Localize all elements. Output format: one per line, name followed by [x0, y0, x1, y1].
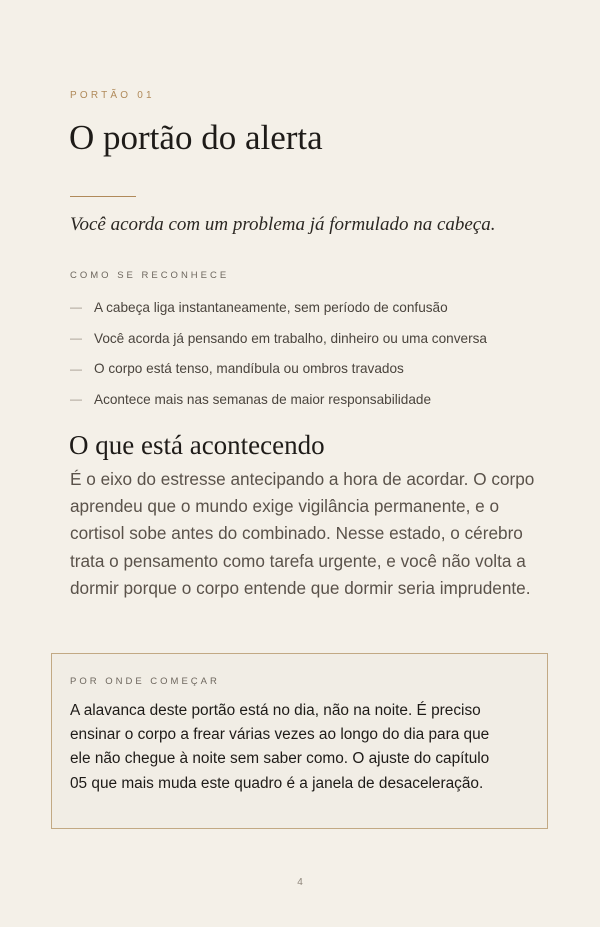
- page-number: 4: [297, 877, 303, 888]
- chapter-kicker: PORTÃO 01: [70, 90, 155, 101]
- callout-box: [51, 653, 548, 829]
- list-item-text: Você acorda já pensando em trabalho, dinheiro ou uma conversa: [94, 330, 487, 346]
- list-item-text: A cabeça liga instantaneamente, sem período de confusão: [94, 299, 448, 315]
- dash-bullet: —: [70, 361, 82, 376]
- section-heading: O que está acontecendo: [69, 430, 325, 460]
- callout-label: POR ONDE COMEÇAR: [70, 676, 220, 687]
- list-item: [70, 353, 487, 384]
- recognize-list: [70, 292, 487, 415]
- list-item: [70, 323, 487, 354]
- dash-bullet: —: [70, 300, 82, 315]
- list-item: [70, 384, 487, 415]
- dash-bullet: —: [70, 392, 82, 407]
- page-title: O portão do alerta: [69, 118, 323, 157]
- list-item-text: O corpo está tenso, mandíbula ou ombros travados: [94, 361, 404, 377]
- page-subtitle: Você acorda com um problema já formulado na cabeça.: [70, 214, 496, 235]
- section-body: É o eixo do estresse antecipando a hora de acordar. O corpo aprendeu que o mundo exige vigilância permanente, e o cortisol sobe antes do combinado. Nesse estado, o cérebro trata o pensamento como tarefa urgente, e você não volta a dormir porque o corpo entende que dormir seria imprudente.: [70, 469, 535, 598]
- callout-body: A alavanca deste portão está no dia, não na noite. É preciso ensinar o corpo a frear várias vezes ao longo do dia para que ele não chegue à noite sem saber como. O ajuste do capítulo 05 que mais muda este quadro é a janela de desaceleração.: [70, 702, 490, 792]
- list-item: [70, 292, 487, 323]
- list-item-text: Acontece mais nas semanas de maior responsabilidade: [94, 391, 432, 407]
- dash-bullet: —: [70, 331, 82, 346]
- recognize-section-label: COMO SE RECONHECE: [70, 270, 230, 281]
- title-divider: [70, 196, 136, 197]
